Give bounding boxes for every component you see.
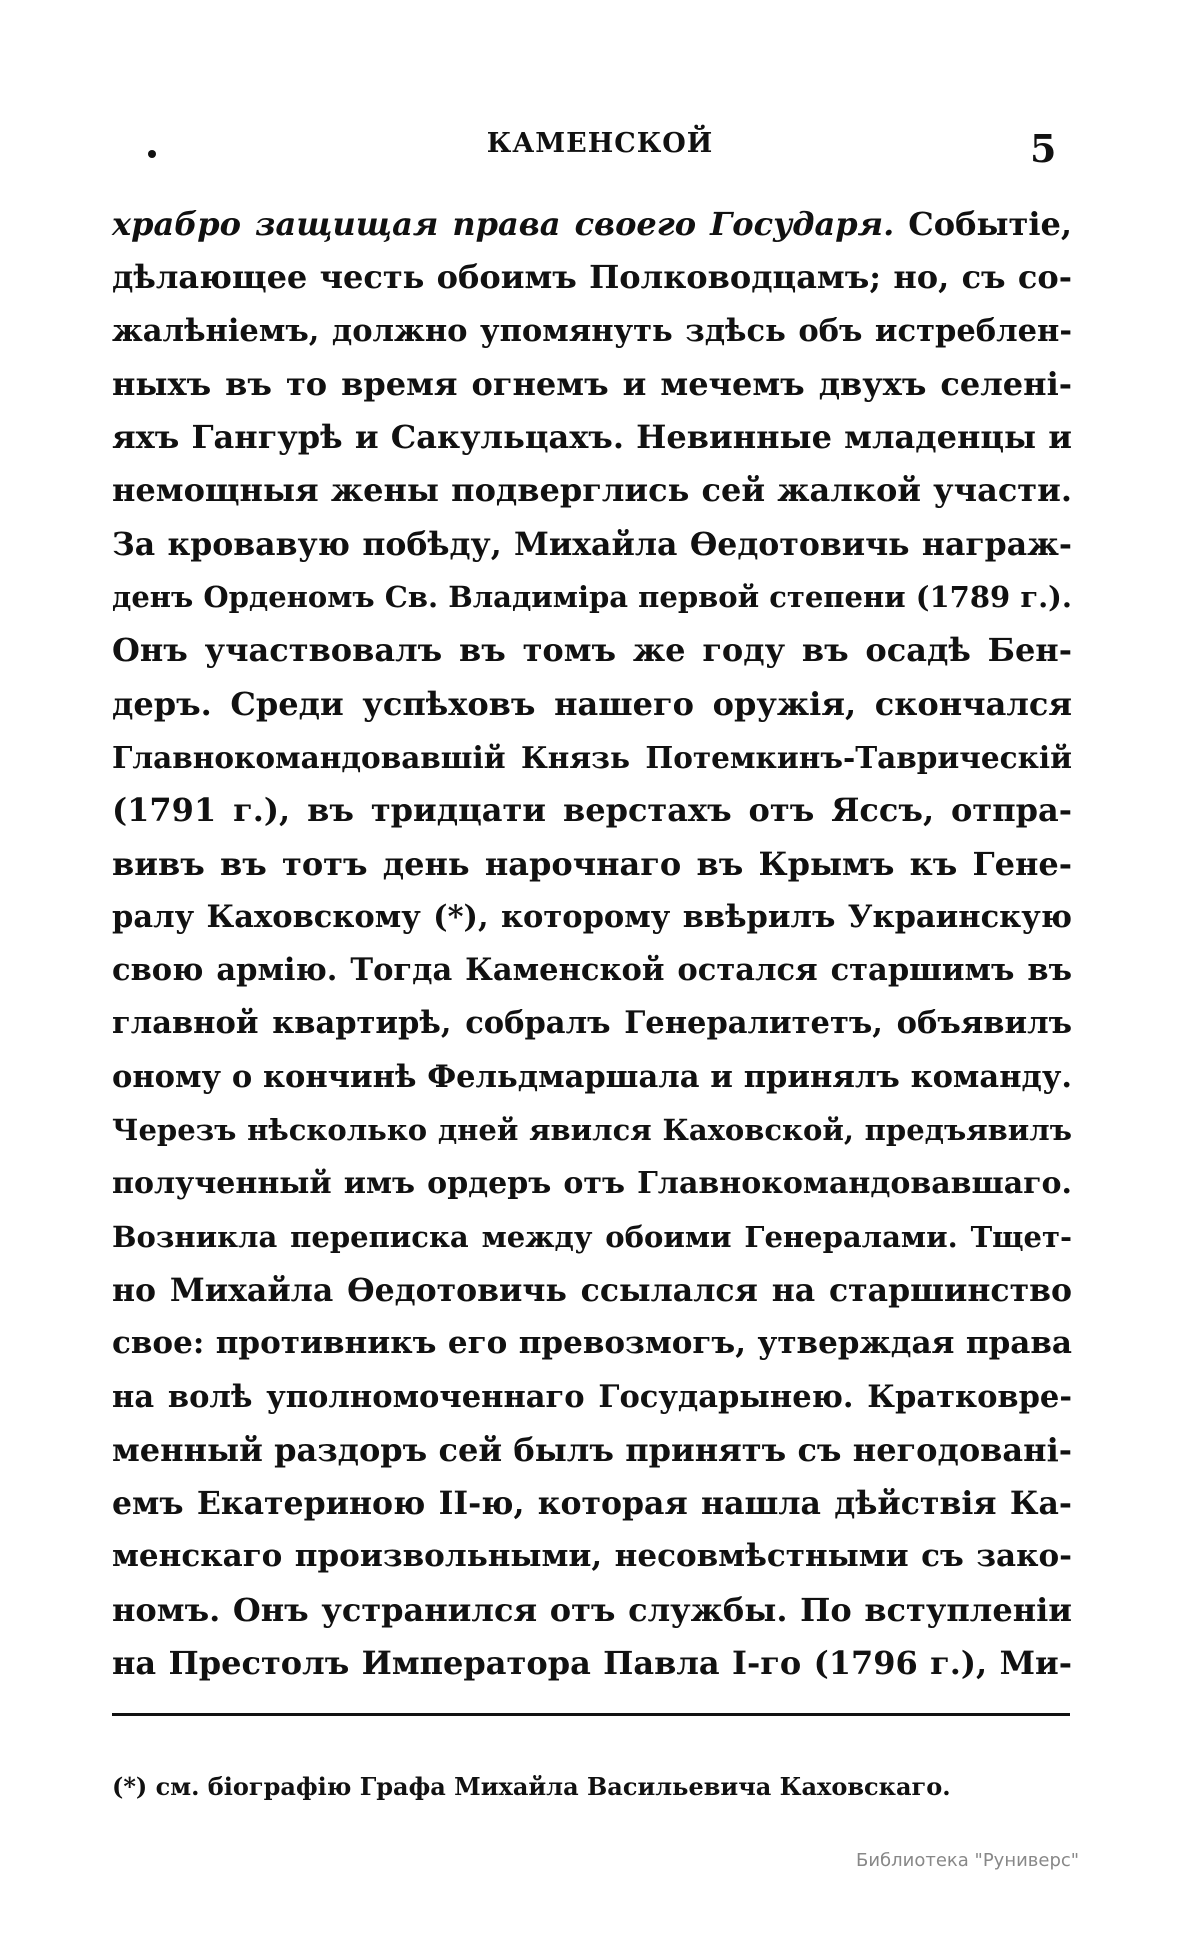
footnote: (*) см. біографію Графа Михайла Васильевича Каховскаго.: [112, 1772, 951, 1801]
text-line: За кровавую побѣду, Михайла Ѳедотовичь награж-: [112, 525, 1072, 563]
running-title: КАМЕНСКОЙ: [486, 128, 714, 159]
text-line: но Михайла Ѳедотовичь ссылался на старшинство: [112, 1271, 1072, 1309]
text-line: менный раздоръ сей былъ принятъ съ негодованi-: [112, 1430, 1072, 1469]
text-line: менскаго произвольными, несовмѣстными съ зако-: [112, 1538, 1072, 1575]
library-watermark: Библиотека "Руниверс": [856, 1850, 1080, 1871]
page-number: 5: [1030, 126, 1057, 171]
text-line: ралу Каховскому (*), которому ввѣрилъ Украинскую: [112, 898, 1072, 935]
text-line: яхъ Гангурѣ и Сакульцахъ. Невинные младенцы и: [112, 418, 1072, 457]
text-line: денъ Орденомъ Св. Владиміра первой степени (1789 г.).: [112, 580, 1073, 615]
text-line: (1791 г.), въ тридцати верстахъ отъ Яссъ, отпра-: [112, 791, 1072, 830]
body-text: [112, 198, 1072, 1690]
text-line: Возникла переписка между обоими Генералами. Тщет-: [112, 1219, 1072, 1254]
text-line: деръ. Среди успѣховъ нашего оружія, скончался: [112, 684, 1072, 723]
text-line: Онъ участвовалъ въ томъ же году въ осадѣ Бен-: [112, 631, 1072, 670]
text-line: на Престолъ Императора Павла I-го (1796 г.), Ми-: [112, 1644, 1072, 1683]
text-line: немощныя жены подверглись сей жалкой участи.: [112, 471, 1072, 510]
text-line: свою армію. Тогда Каменской остался старшимъ въ: [112, 952, 1072, 989]
text-fragment: Событіе,: [894, 205, 1073, 243]
text-line: главной квартирѣ, собралъ Генералитетъ, объявилъ: [112, 1005, 1072, 1042]
text-line: емъ Екатериною II-ю, которая нашла дѣйствія Ка-: [112, 1485, 1072, 1523]
text-line: Черезъ нѣсколько дней явился Каховской, предъявилъ: [112, 1113, 1072, 1148]
italic-phrase: храбро защищая права своего Государя.: [112, 205, 895, 243]
text-line: [112, 198, 1072, 251]
text-line: ныхъ въ то время огнемъ и мечемъ двухъ селені-: [112, 364, 1072, 403]
text-line: Главнокомандовавшій Князь Потемкинъ-Таврическій: [112, 739, 1072, 775]
text-line: дѣлающее честь обоимъ Полководцамъ; но, съ со-: [112, 258, 1072, 297]
text-line: вивъ въ тотъ день нарочнаго въ Крымъ къ Гене-: [112, 844, 1072, 883]
text-line: номъ. Онъ устранился отъ службы. По вступленіи: [112, 1590, 1072, 1629]
text-line: жалѣніемъ, должно упомянуть здѣсь объ истреблен-: [112, 312, 1072, 349]
text-line: свое: противникъ его превозмогъ, утверждая права: [112, 1325, 1072, 1362]
text-line: полученный имъ ордеръ отъ Главнокомандовавшаго.: [112, 1166, 1072, 1202]
text-line: оному о кончинѣ Фельдмаршала и принялъ команду.: [112, 1058, 1072, 1095]
text-line: на волѣ уполномоченнаго Государынею. Кратковре-: [112, 1378, 1072, 1415]
footnote-rule: [112, 1713, 1070, 1716]
